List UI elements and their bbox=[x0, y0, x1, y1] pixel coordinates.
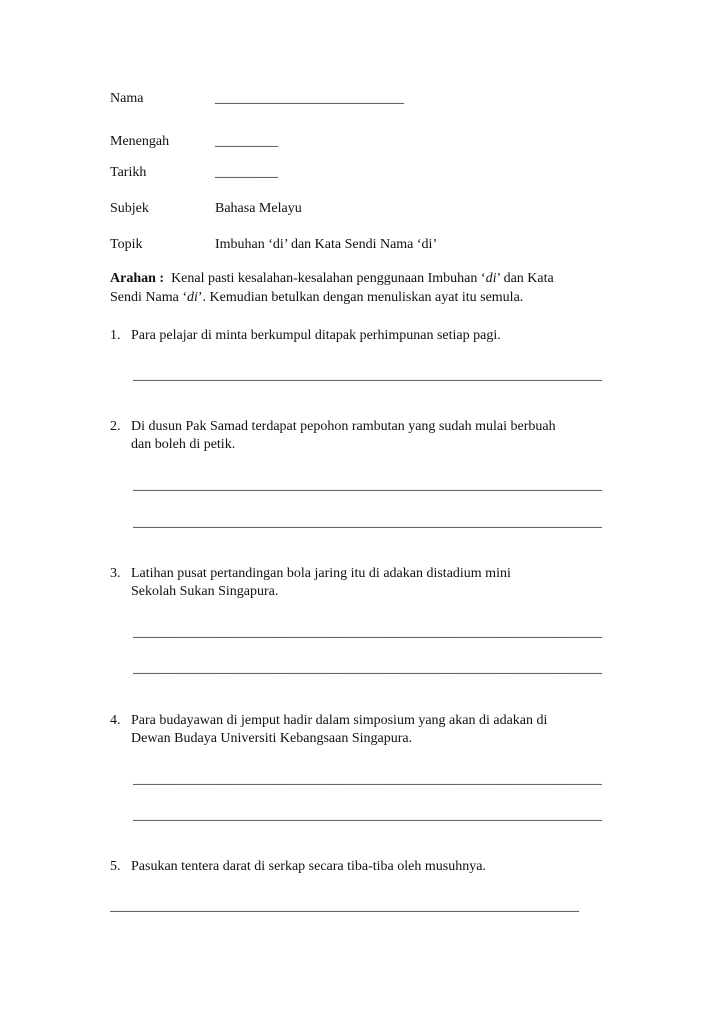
answer-line: ___________________________________________________________________ bbox=[133, 625, 602, 640]
tarikh-label: Tarikh bbox=[110, 165, 147, 180]
arahan-text-2a: Sendi Nama ‘ bbox=[110, 290, 187, 305]
answer-line: ___________________________________________________________________ bbox=[133, 515, 602, 530]
arahan-line-2 bbox=[110, 289, 523, 307]
subjek-value: Bahasa Melayu bbox=[215, 201, 302, 216]
question-text: dan boleh di petik. bbox=[131, 437, 236, 452]
answer-line: ___________________________________________________________________ bbox=[133, 808, 602, 823]
arahan-text-1a: Kenal pasti kesalahan-kesalahan penggunaan Imbuhan ‘ bbox=[164, 271, 486, 286]
question-number: 1. bbox=[110, 328, 121, 343]
question-number: 5. bbox=[110, 859, 121, 874]
question-text: Di dusun Pak Samad terdapat pepohon rambutan yang sudah mulai berbuah bbox=[131, 419, 556, 434]
question-text: Para budayawan di jemput hadir dalam simposium yang akan di adakan di bbox=[131, 713, 548, 728]
arahan-line-1 bbox=[110, 270, 554, 288]
nama-blank: ___________________________ bbox=[215, 91, 404, 106]
topik-value: Imbuhan ‘di’ dan Kata Sendi Nama ‘di’ bbox=[215, 237, 438, 252]
menengah-blank: _________ bbox=[215, 134, 278, 149]
nama-label: Nama bbox=[110, 91, 144, 106]
question-text: Dewan Budaya Universiti Kebangsaan Singapura. bbox=[131, 731, 413, 746]
arahan-italic-di-2: di bbox=[186, 290, 198, 305]
question-number: 3. bbox=[110, 566, 121, 581]
answer-line: ___________________________________________________________________ bbox=[133, 661, 602, 676]
question-text: Pasukan tentera darat di serkap secara tiba-tiba oleh musuhnya. bbox=[131, 859, 486, 874]
topik-label: Topik bbox=[110, 237, 143, 252]
arahan-text-1b: ’ dan Kata bbox=[496, 271, 554, 286]
question-text: Para pelajar di minta berkumpul ditapak perhimpunan setiap pagi. bbox=[131, 328, 501, 343]
subjek-label: Subjek bbox=[110, 201, 149, 216]
arahan-label: Arahan : bbox=[110, 271, 165, 286]
arahan-text-2b: ’. Kemudian betulkan dengan menuliskan ayat itu semula. bbox=[197, 290, 524, 305]
arahan-italic-di-1: di bbox=[485, 271, 497, 286]
menengah-label: Menengah bbox=[110, 134, 170, 149]
answer-line: ___________________________________________________________________ bbox=[110, 899, 579, 914]
tarikh-blank: _________ bbox=[215, 165, 278, 180]
question-number: 4. bbox=[110, 713, 121, 728]
answer-line: ___________________________________________________________________ bbox=[133, 478, 602, 493]
answer-line: ___________________________________________________________________ bbox=[133, 772, 602, 787]
answer-line: ___________________________________________________________________ bbox=[133, 368, 602, 383]
question-text: Latihan pusat pertandingan bola jaring itu di adakan distadium mini bbox=[131, 566, 511, 581]
question-number: 2. bbox=[110, 419, 121, 434]
question-text: Sekolah Sukan Singapura. bbox=[131, 584, 279, 599]
